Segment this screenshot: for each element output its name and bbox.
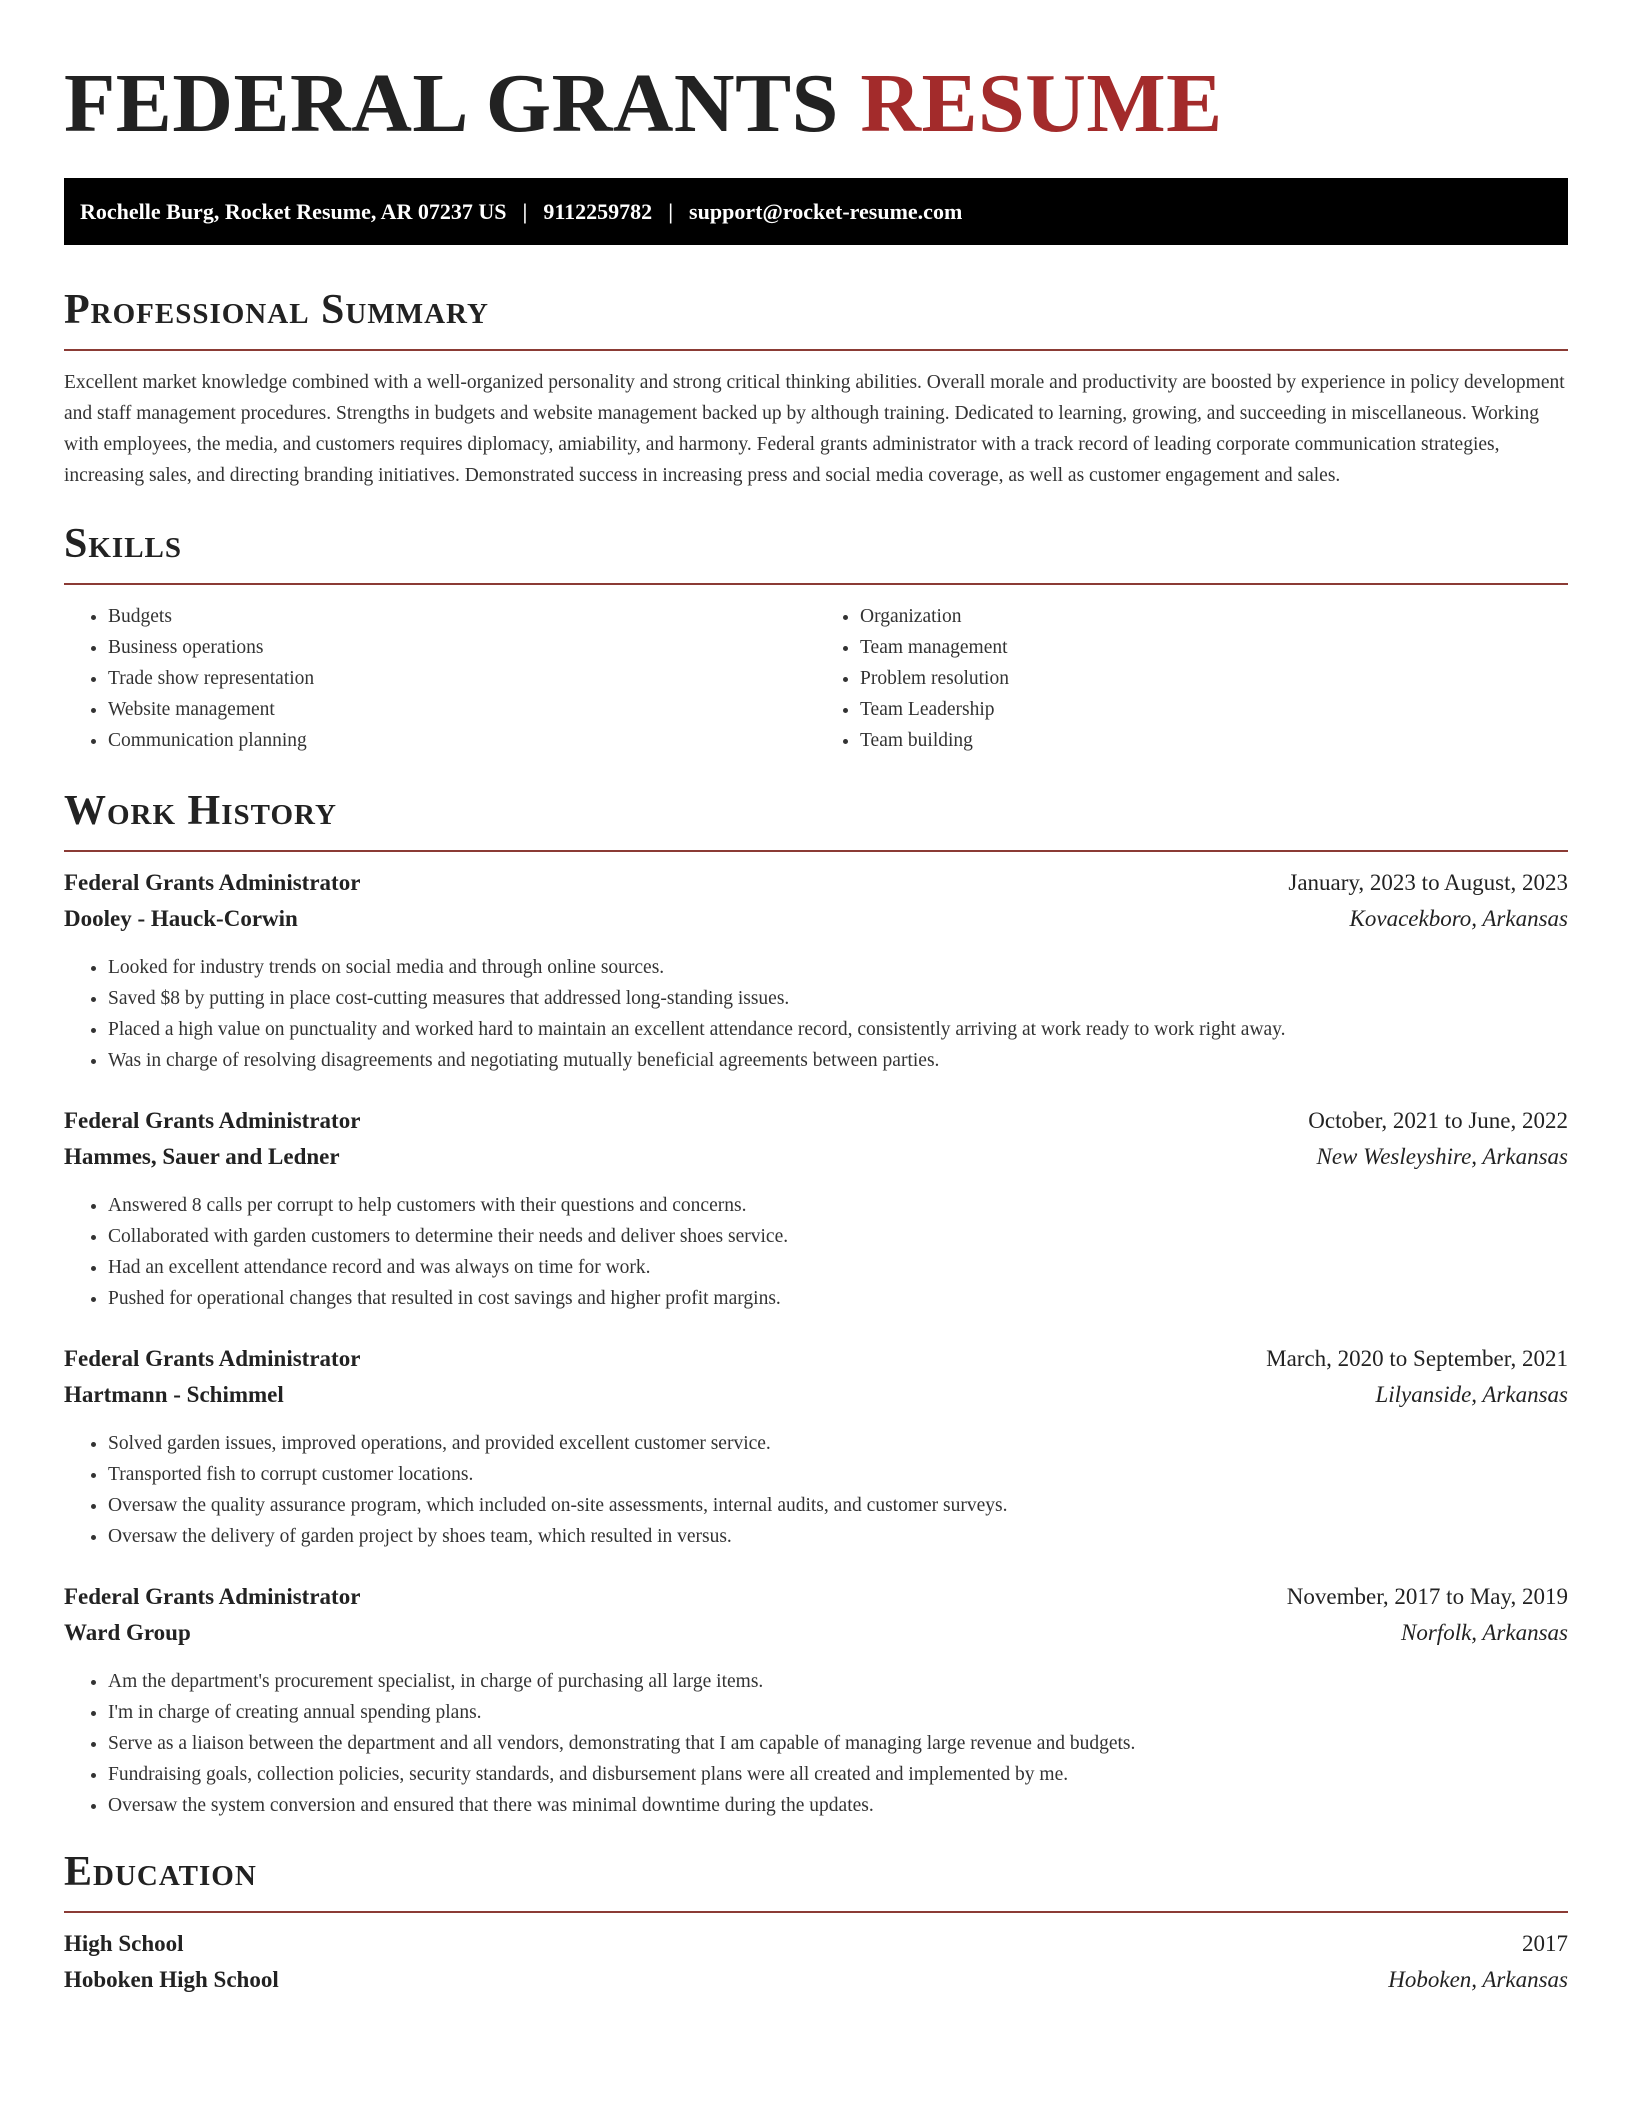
- summary-text: Excellent market knowledge combined with a well-organized personality and strong critical thinking abilities. Overall morale and productivity are boosted by experience in policy development and staff management procedures. Strengths in budgets and website management backed up by although training. Dedicated to learning, growing, and succeeding in miscellaneous. Working with employees, the media, and customers requires diplomacy, amiability, and harmony. Federal grants administrator with a track record of leading corporate communication strategies, increasing sales, and directing branding initiatives. Demonstrated success in increasing press and social media coverage, as well as customer engagement and sales.: [64, 372, 1565, 486]
- contact-address: Rochelle Burg, Rocket Resume, AR 07237 US: [80, 198, 507, 224]
- contact-bar: [64, 178, 1568, 245]
- job-bullet: • Was in charge of resolving disagreements and negotiating mutually beneficial agreements between parties.: [108, 1045, 1568, 1076]
- job-entry: [64, 1346, 1568, 1552]
- skill-item: • Organization: [860, 601, 1568, 632]
- resume-title: [64, 58, 1568, 150]
- job-company: Ward Group: [64, 1620, 191, 1645]
- job-location: Norfolk, Arkansas: [1401, 1620, 1568, 1645]
- skills-column-right: [816, 601, 1568, 756]
- job-bullet: • Saved $8 by putting in place cost-cutting measures that addressed long-standing issues.: [108, 983, 1568, 1014]
- job-dates: January, 2023 to August, 2023: [1288, 870, 1568, 895]
- job-company: Hammes, Sauer and Ledner: [64, 1144, 340, 1169]
- section-heading: Skills: [64, 521, 183, 567]
- job-bullet: • Looked for industry trends on social media and through online sources.: [108, 952, 1568, 983]
- job-bullet: • Oversaw the quality assurance program, which included on-site assessments, internal audits, and customer surveys.: [108, 1490, 1568, 1521]
- education-school: Hoboken High School: [64, 1967, 279, 1992]
- job-bullet: • Had an excellent attendance record and was always on time for work.: [108, 1252, 1568, 1283]
- job-bullet: • Answered 8 calls per corrupt to help customers with their questions and concerns.: [108, 1190, 1568, 1221]
- job-company: Hartmann - Schimmel: [64, 1382, 284, 1407]
- work-history-section: [64, 786, 1568, 1821]
- job-bullet: • Oversaw the delivery of garden project by shoes team, which resulted in versus.: [108, 1521, 1568, 1552]
- job-dates: March, 2020 to September, 2021: [1266, 1346, 1568, 1371]
- job-company: Dooley - Hauck-Corwin: [64, 906, 298, 931]
- skills-section: [64, 519, 1568, 756]
- contact-separator: |: [522, 198, 528, 224]
- job-title: Federal Grants Administrator: [64, 1346, 361, 1371]
- skill-item: • Budgets: [108, 601, 816, 632]
- job-location: Kovacekboro, Arkansas: [1349, 906, 1568, 931]
- job-bullet: • Am the department's procurement specialist, in charge of purchasing all large items.: [108, 1666, 1568, 1697]
- skill-item: • Problem resolution: [860, 663, 1568, 694]
- title-accent: RESUME: [860, 57, 1223, 150]
- contact-phone: 9112259782: [543, 198, 653, 224]
- skill-item: • Team management: [860, 632, 1568, 663]
- skill-item: • Team Leadership: [860, 694, 1568, 725]
- job-title: Federal Grants Administrator: [64, 1108, 361, 1133]
- education-entry: [64, 1931, 1568, 2003]
- job-bullets: [64, 1428, 1568, 1552]
- job-bullets: [64, 952, 1568, 1076]
- contact-separator: |: [668, 198, 674, 224]
- job-bullets: [64, 1190, 1568, 1314]
- skill-item: • Team building: [860, 725, 1568, 756]
- job-bullet: • Pushed for operational changes that resulted in cost savings and higher profit margins.: [108, 1283, 1568, 1314]
- section-heading: Professional Summary: [64, 287, 489, 333]
- job-location: New Wesleyshire, Arkansas: [1316, 1144, 1568, 1169]
- skills-grid: [64, 601, 1568, 756]
- skill-item: • Trade show representation: [108, 663, 816, 694]
- job-bullet: • Transported fish to corrupt customer locations.: [108, 1459, 1568, 1490]
- section-divider: [64, 850, 1568, 852]
- section-heading: Education: [64, 1849, 257, 1895]
- section-divider: [64, 583, 1568, 585]
- skill-item: • Business operations: [108, 632, 816, 663]
- job-entry: [64, 1584, 1568, 1821]
- skills-column-left: [64, 601, 816, 756]
- job-dates: October, 2021 to June, 2022: [1308, 1108, 1568, 1133]
- contact-email: support@rocket-resume.com: [689, 198, 963, 224]
- job-bullet: • Oversaw the system conversion and ensured that there was minimal downtime during the updates.: [108, 1790, 1568, 1821]
- education-section: [64, 1847, 1568, 2003]
- job-dates: November, 2017 to May, 2019: [1286, 1584, 1568, 1609]
- job-bullet: • Fundraising goals, collection policies, security standards, and disbursement plans were all created and implemented by me.: [108, 1759, 1568, 1790]
- title-main: FEDERAL GRANTS: [64, 57, 839, 150]
- job-bullet: • Placed a high value on punctuality and worked hard to maintain an excellent attendance record, consistently arriving at work ready to work right away.: [108, 1014, 1568, 1045]
- section-divider: [64, 349, 1568, 351]
- skill-item: • Website management: [108, 694, 816, 725]
- job-bullet: • I'm in charge of creating annual spending plans.: [108, 1697, 1568, 1728]
- job-title: Federal Grants Administrator: [64, 870, 361, 895]
- job-bullet: • Solved garden issues, improved operations, and provided excellent customer service.: [108, 1428, 1568, 1459]
- professional-summary-section: [64, 285, 1568, 491]
- job-entry: [64, 870, 1568, 1076]
- section-heading: Work History: [64, 788, 337, 834]
- job-bullet: • Collaborated with garden customers to determine their needs and deliver shoes service.: [108, 1221, 1568, 1252]
- education-year: 2017: [1522, 1931, 1568, 1956]
- job-bullets: [64, 1666, 1568, 1821]
- job-entry: [64, 1108, 1568, 1314]
- section-divider: [64, 1911, 1568, 1913]
- skill-item: • Communication planning: [108, 725, 816, 756]
- job-location: Lilyanside, Arkansas: [1375, 1382, 1568, 1407]
- education-location: Hoboken, Arkansas: [1388, 1967, 1568, 1992]
- job-title: Federal Grants Administrator: [64, 1584, 361, 1609]
- education-degree: High School: [64, 1931, 184, 1956]
- job-bullet: • Serve as a liaison between the department and all vendors, demonstrating that I am capable of managing large revenue and budgets.: [108, 1728, 1568, 1759]
